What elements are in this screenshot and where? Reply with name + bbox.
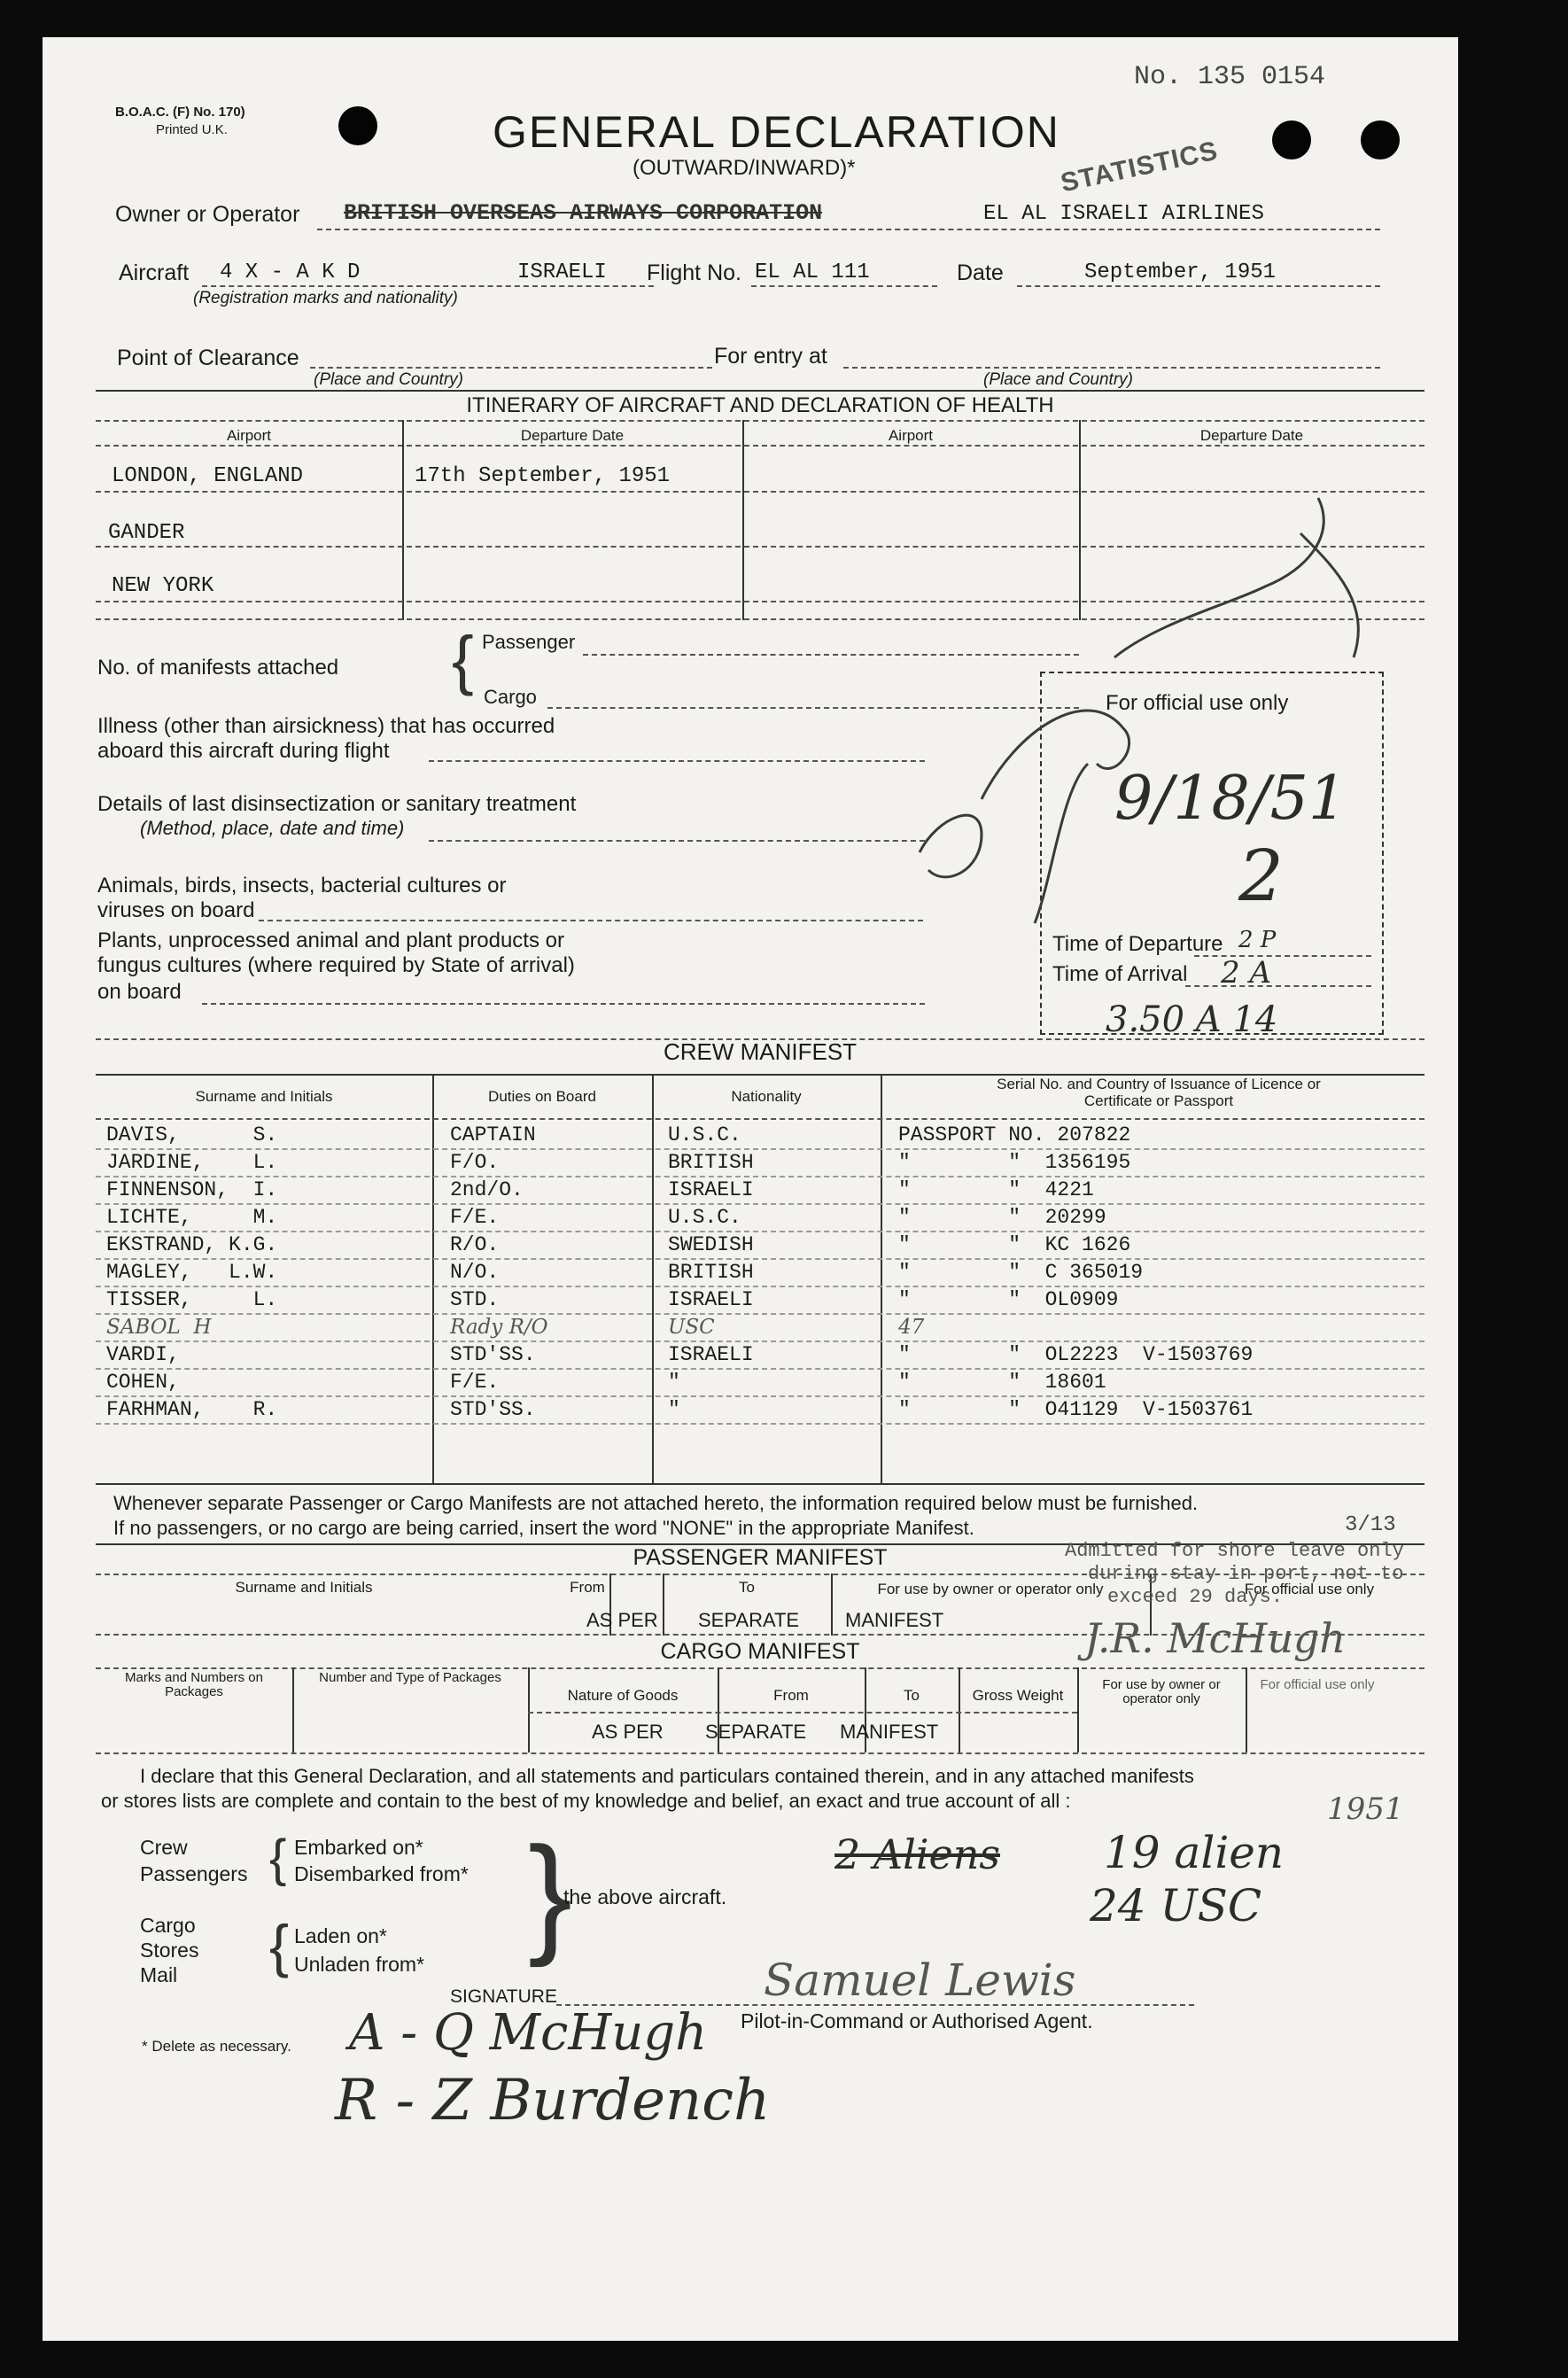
- signature-caption: Pilot-in-Command or Authorised Agent.: [741, 2009, 1093, 2032]
- passenger-manifest-word: MANIFEST: [845, 1609, 944, 1631]
- crew-duty: Rady R/O: [450, 1316, 548, 1339]
- plants-label-1: Plants, unprocessed animal and plant products or: [97, 929, 564, 952]
- form-title: GENERAL DECLARATION: [493, 107, 1060, 157]
- crew-name: MAGLEY, L.W.: [106, 1261, 278, 1284]
- registration-caption: (Registration marks and nationality): [193, 289, 458, 307]
- crew-row-rule: [96, 1176, 1424, 1177]
- crew-nat: U.S.C.: [668, 1206, 741, 1229]
- crew-duty: STD'SS.: [450, 1343, 536, 1366]
- flight-number: EL AL 111: [755, 260, 870, 284]
- crew-row-rule: [96, 1148, 1424, 1150]
- animals-label-1: Animals, birds, insects, bacterial cultures or: [97, 874, 507, 898]
- aircraft-label: Aircraft: [119, 260, 190, 285]
- aircraft-nationality: ISRAELI: [517, 260, 607, 284]
- cargo-col-operator: For use by owner or operator only: [1102, 1677, 1221, 1706]
- plants-label-3: on board: [97, 980, 182, 1004]
- crew-nat: BRITISH: [668, 1151, 754, 1174]
- official-handwritten-date: 9/18/51: [1114, 764, 1347, 834]
- crew-serial: " " OL2223 V-1503769: [898, 1343, 1254, 1366]
- cargo-col-nature: Nature of Goods: [567, 1687, 679, 1704]
- itinerary-col-date-2: Departure Date: [1199, 427, 1304, 444]
- crew-duty: STD'SS.: [450, 1398, 536, 1421]
- cargo-col-weight: Gross Weight: [972, 1687, 1064, 1704]
- handwritten-note-2: R - Z Burdench: [335, 2068, 771, 2133]
- crew-row-rule: [96, 1258, 1424, 1260]
- manifest-cargo-label: Cargo: [484, 686, 537, 708]
- brace: {: [269, 1913, 290, 1978]
- declaration-text-2: or stores lists are complete and contain to the best of my knowledge and belief, an exact and true account of all :: [101, 1790, 1071, 1812]
- itinerary-airport: LONDON, ENGLAND: [112, 464, 304, 488]
- manifests-label: No. of manifests attached: [97, 656, 339, 680]
- passenger-as-per: AS PER: [586, 1609, 658, 1631]
- cargo-col-to: To: [904, 1687, 920, 1704]
- crew-serial: " " C 365019: [898, 1261, 1144, 1284]
- crew-nat: U.S.C.: [668, 1123, 741, 1146]
- disinsect-label-2: (Method, place, date and time): [140, 817, 405, 839]
- crew-row-rule: [96, 1423, 1424, 1425]
- crew-nat: BRITISH: [668, 1261, 754, 1284]
- passenger-separate: SEPARATE: [698, 1609, 800, 1631]
- crew-name: VARDI,: [106, 1343, 180, 1366]
- flight-label: Flight No.: [647, 260, 741, 285]
- crew-nat: ISRAELI: [668, 1343, 754, 1366]
- separate-note-2: If no passengers, or no cargo are being carried, insert the word "NONE" in the appropriate Manifest.: [113, 1517, 974, 1539]
- crew-name: JARDINE, L.: [106, 1151, 278, 1174]
- crew-row-rule: [96, 1368, 1424, 1370]
- laden-label: Laden on*: [294, 1924, 387, 1947]
- embarked-label: Embarked on*: [294, 1836, 423, 1859]
- official-use-label: For official use only: [1106, 691, 1289, 715]
- crew-nat: ISRAELI: [668, 1288, 754, 1311]
- crew-duty: F/E.: [450, 1371, 500, 1394]
- crew-row-rule: [96, 1203, 1424, 1205]
- handwritten-note-1: A - Q McHugh: [349, 2004, 708, 2062]
- signature-label: SIGNATURE: [450, 1986, 557, 2007]
- separate-note-1: Whenever separate Passenger or Cargo Manifests are not attached hereto, the information required below must be furnished.: [113, 1492, 1199, 1514]
- crew-row-rule: [96, 1395, 1424, 1397]
- illness-label-2: aboard this aircraft during flight: [97, 739, 390, 763]
- officer-signature: J.R. McHugh: [1084, 1614, 1347, 1662]
- shore-leave-stamp-2: during stay in port, not to: [1088, 1563, 1404, 1585]
- crew-duty: F/O.: [450, 1151, 500, 1174]
- crew-name: EKSTRAND, K.G.: [106, 1233, 278, 1256]
- crew-row-rule: [96, 1286, 1424, 1287]
- statistics-stamp: STATISTICS: [1058, 136, 1221, 198]
- usc-count: 24 USC: [1090, 1880, 1262, 1931]
- crew-nat: ": [668, 1398, 680, 1421]
- flight-date: September, 1951: [1084, 260, 1277, 284]
- departure-time-label: Time of Departure: [1052, 932, 1223, 956]
- crew-name: LICHTE, M.: [106, 1206, 278, 1229]
- crew-col-nationality: Nationality: [731, 1088, 802, 1105]
- crew-name: TISSER, L.: [106, 1288, 278, 1311]
- crew-serial: " " 4221: [898, 1178, 1094, 1201]
- crew-name: SABOL H: [106, 1316, 212, 1339]
- crew-heading: CREW MANIFEST: [663, 1038, 858, 1065]
- itinerary-airport: NEW YORK: [112, 574, 214, 598]
- crew-col-name: Surname and Initials: [195, 1088, 333, 1105]
- stores-label: Stores: [140, 1939, 199, 1962]
- declaration-form: [43, 37, 1458, 2341]
- crew-serial: " " O41129 V-1503761: [898, 1398, 1254, 1421]
- owner-value: EL AL ISRAELI AIRLINES: [983, 202, 1264, 226]
- crew-nat: SWEDISH: [668, 1233, 754, 1256]
- cargo-col-marks: Marks and Numbers on Packages: [125, 1670, 263, 1699]
- embark-passengers-label: Passengers: [140, 1862, 248, 1885]
- declaration-text-1: I declare that this General Declaration, and all statements and particulars contained therein, and in any attached manifests: [140, 1765, 1194, 1787]
- crew-serial: 47: [898, 1316, 925, 1339]
- crew-row-rule: [96, 1313, 1424, 1315]
- crew-serial: " " KC 1626: [898, 1233, 1131, 1256]
- crew-nat: ISRAELI: [668, 1178, 754, 1201]
- animals-label-2: viruses on board: [97, 898, 255, 922]
- cargo-as-per: AS PER: [592, 1721, 664, 1743]
- form-subtitle: (OUTWARD/INWARD)*: [633, 156, 856, 180]
- crew-serial: PASSPORT NO. 207822: [898, 1123, 1131, 1146]
- passenger-col-official: For official use only: [1244, 1581, 1375, 1597]
- pilot-signature: Samuel Lewis: [764, 1954, 1076, 2006]
- itinerary-col-date-1: Departure Date: [520, 427, 625, 444]
- brace: }: [528, 1819, 573, 1968]
- cargo-manifest-heading: CARGO MANIFEST: [660, 1639, 860, 1664]
- official-time-note: 3.50 A 14: [1106, 999, 1278, 1040]
- crew-duty: N/O.: [450, 1261, 500, 1284]
- form-ref-line2: Printed U.K.: [156, 122, 228, 137]
- crew-row-rule: [96, 1231, 1424, 1232]
- document-number: No. 135 0154: [1134, 62, 1326, 92]
- crew-duty: STD.: [450, 1288, 500, 1311]
- mail-label: Mail: [140, 1963, 178, 1986]
- footnote: * Delete as necessary.: [142, 2038, 291, 2055]
- itinerary-heading: ITINERARY OF AIRCRAFT AND DECLARATION OF HEALTH: [466, 393, 1054, 417]
- itinerary-col-airport-1: Airport: [226, 427, 272, 444]
- shore-leave-stamp-1: Admitted for shore leave only: [1065, 1540, 1404, 1562]
- crew-serial: " " 1356195: [898, 1151, 1131, 1174]
- crew-col-duty: Duties on Board: [488, 1088, 596, 1105]
- itinerary-airport: GANDER: [108, 521, 185, 545]
- above-aircraft-label: the above aircraft.: [563, 1885, 727, 1908]
- clearance-caption: (Place and Country): [314, 370, 463, 389]
- crew-serial: " " OL0909: [898, 1288, 1119, 1311]
- cargo-col-from: From: [773, 1687, 809, 1704]
- arrival-time-label: Time of Arrival: [1052, 962, 1188, 986]
- passenger-col-to: To: [739, 1579, 755, 1596]
- official-handwritten-number: 2: [1238, 835, 1284, 917]
- cargo-col-official: For official use only: [1260, 1677, 1375, 1692]
- crew-name: DAVIS, S.: [106, 1123, 278, 1146]
- passenger-col-from: From: [570, 1579, 605, 1596]
- official-initial: 3/13: [1345, 1513, 1396, 1537]
- clearance-label: Point of Clearance: [117, 346, 299, 370]
- shore-leave-stamp-3: exceed 29 days.: [1107, 1586, 1284, 1608]
- owner-struck-value: BRITISH OVERSEAS AIRWAYS CORPORATION: [344, 200, 823, 226]
- plants-label-2: fungus cultures (where required by State of arrival): [97, 953, 575, 977]
- crew-duty: 2nd/O.: [450, 1178, 524, 1201]
- crew-serial: " " 20299: [898, 1206, 1106, 1229]
- passenger-col-operator: For use by owner or operator only: [877, 1581, 1104, 1597]
- cargo-label: Cargo: [140, 1914, 196, 1937]
- owner-label: Owner or Operator: [115, 202, 300, 227]
- crew-name: FINNENSON, I.: [106, 1178, 278, 1201]
- cargo-manifest-word: MANIFEST: [840, 1721, 939, 1743]
- itinerary-col-airport-2: Airport: [888, 427, 934, 444]
- struck-alien-count: 2 Aliens: [834, 1830, 1000, 1878]
- brace: {: [269, 1830, 287, 1887]
- crew-col-serial: Serial No. and Country of Issuance of Licence or Certificate or Passport: [997, 1076, 1321, 1109]
- alien-count: 19 alien: [1104, 1827, 1285, 1878]
- disembarked-label: Disembarked from*: [294, 1862, 469, 1885]
- cargo-col-packages: Number and Type of Packages: [319, 1670, 501, 1685]
- crew-duty: F/E.: [450, 1206, 500, 1229]
- arrival-time-value: 2 A: [1221, 955, 1271, 991]
- aircraft-registration: 4 X - A K D: [220, 260, 361, 284]
- brace: {: [452, 623, 474, 696]
- form-ref-line1: B.O.A.C. (F) No. 170): [115, 105, 245, 120]
- itinerary-date: 17th September, 1951: [415, 464, 671, 488]
- crew-nat: ": [668, 1371, 680, 1394]
- crew-name: FARHMAN, R.: [106, 1398, 278, 1421]
- entry-caption: (Place and Country): [983, 370, 1133, 389]
- entry-label: For entry at: [714, 344, 827, 369]
- crew-serial: " " 18601: [898, 1371, 1106, 1394]
- passenger-col-name: Surname and Initials: [235, 1579, 373, 1596]
- crew-duty: CAPTAIN: [450, 1123, 536, 1146]
- passenger-manifest-heading: PASSENGER MANIFEST: [633, 1545, 888, 1570]
- crew-row-rule: [96, 1341, 1424, 1342]
- crew-duty: R/O.: [450, 1233, 500, 1256]
- illness-label-1: Illness (other than airsickness) that has occurred: [97, 714, 555, 738]
- disinsect-label-1: Details of last disinsectization or sanitary treatment: [97, 792, 577, 816]
- manifest-passenger-label: Passenger: [482, 631, 576, 653]
- unladen-label: Unladen from*: [294, 1953, 425, 1976]
- departure-time-value: 2 P: [1238, 927, 1277, 953]
- crew-name: COHEN,: [106, 1371, 180, 1394]
- date-label: Date: [957, 260, 1004, 285]
- date-stamp: 1951: [1327, 1791, 1404, 1827]
- cargo-separate: SEPARATE: [705, 1721, 807, 1743]
- embark-crew-label: Crew: [140, 1836, 188, 1859]
- crew-nat: USC: [668, 1316, 715, 1339]
